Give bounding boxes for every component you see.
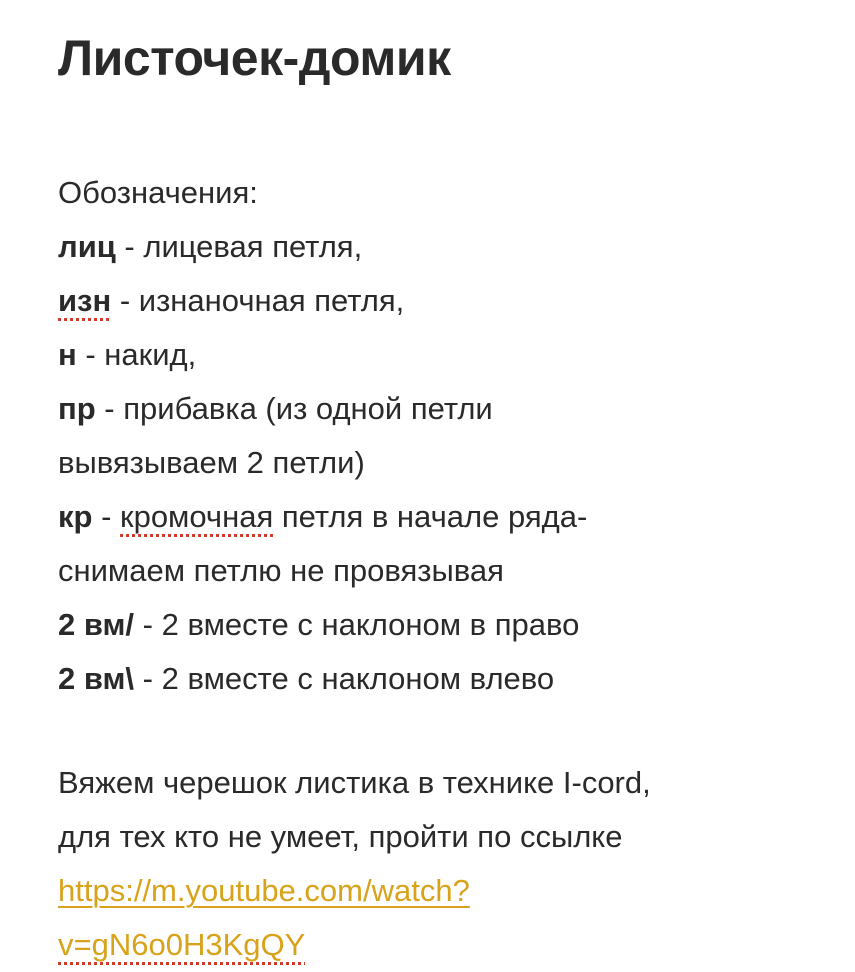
legend-sep: - xyxy=(134,607,162,642)
legend-sep: - xyxy=(111,283,139,318)
legend-heading: Обозначения: xyxy=(58,175,258,210)
legend-item-n xyxy=(58,328,815,382)
legend-item-izn xyxy=(58,274,815,328)
document xyxy=(58,22,815,972)
intro-line-2: для тех кто не умеет, пройти по ссылке xyxy=(58,819,623,854)
legend-item-2vm-left xyxy=(58,652,815,706)
intro-line-1: Вяжем черешок листика в технике I-cord, xyxy=(58,765,651,800)
legend-text: прибавка (из одной петли xyxy=(123,391,493,426)
legend-item-pr-continuation: вывязываем 2 петли) xyxy=(58,445,365,480)
video-link-line-1[interactable] xyxy=(58,864,815,918)
legend-sep: - xyxy=(95,391,124,426)
legend-text-marked: кромочная xyxy=(120,499,274,534)
video-link[interactable]: https://m.youtube.com/watch? xyxy=(58,873,470,908)
legend-abbr: 2 вм/ xyxy=(58,607,135,642)
legend-abbr: кр xyxy=(58,499,93,534)
page-title: Листочек-домик xyxy=(58,30,451,86)
legend-sep: - xyxy=(134,661,162,696)
legend-abbr: изн xyxy=(58,283,112,318)
legend-text: 2 вместе с наклоном влево xyxy=(161,661,555,696)
intro-paragraph xyxy=(58,756,815,972)
legend-abbr: н xyxy=(58,337,77,372)
legend-text: накид, xyxy=(104,337,197,372)
legend-sep: - xyxy=(76,337,105,372)
legend-text: лицевая петля, xyxy=(143,229,363,264)
legend-abbr: 2 вм\ xyxy=(58,661,135,696)
legend-item-pr xyxy=(58,382,815,436)
video-link-line-2[interactable] xyxy=(58,918,815,972)
legend xyxy=(58,166,815,706)
legend-text: 2 вместе с наклоном в право xyxy=(161,607,580,642)
legend-sep: - xyxy=(92,499,121,534)
legend-text: изнаночная петля, xyxy=(138,283,405,318)
legend-abbr: лиц xyxy=(58,229,116,264)
legend-text: петля в начале ряда- xyxy=(273,499,588,534)
legend-item-kr-continuation: снимаем петлю не провязывая xyxy=(58,553,504,588)
legend-item-kr xyxy=(58,490,815,544)
legend-item-2vm-right xyxy=(58,598,815,652)
legend-abbr: пр xyxy=(58,391,96,426)
video-link-id[interactable]: v=gN6o0H3KgQY xyxy=(58,927,306,962)
legend-sep: - xyxy=(115,229,144,264)
legend-item-lic xyxy=(58,220,815,274)
